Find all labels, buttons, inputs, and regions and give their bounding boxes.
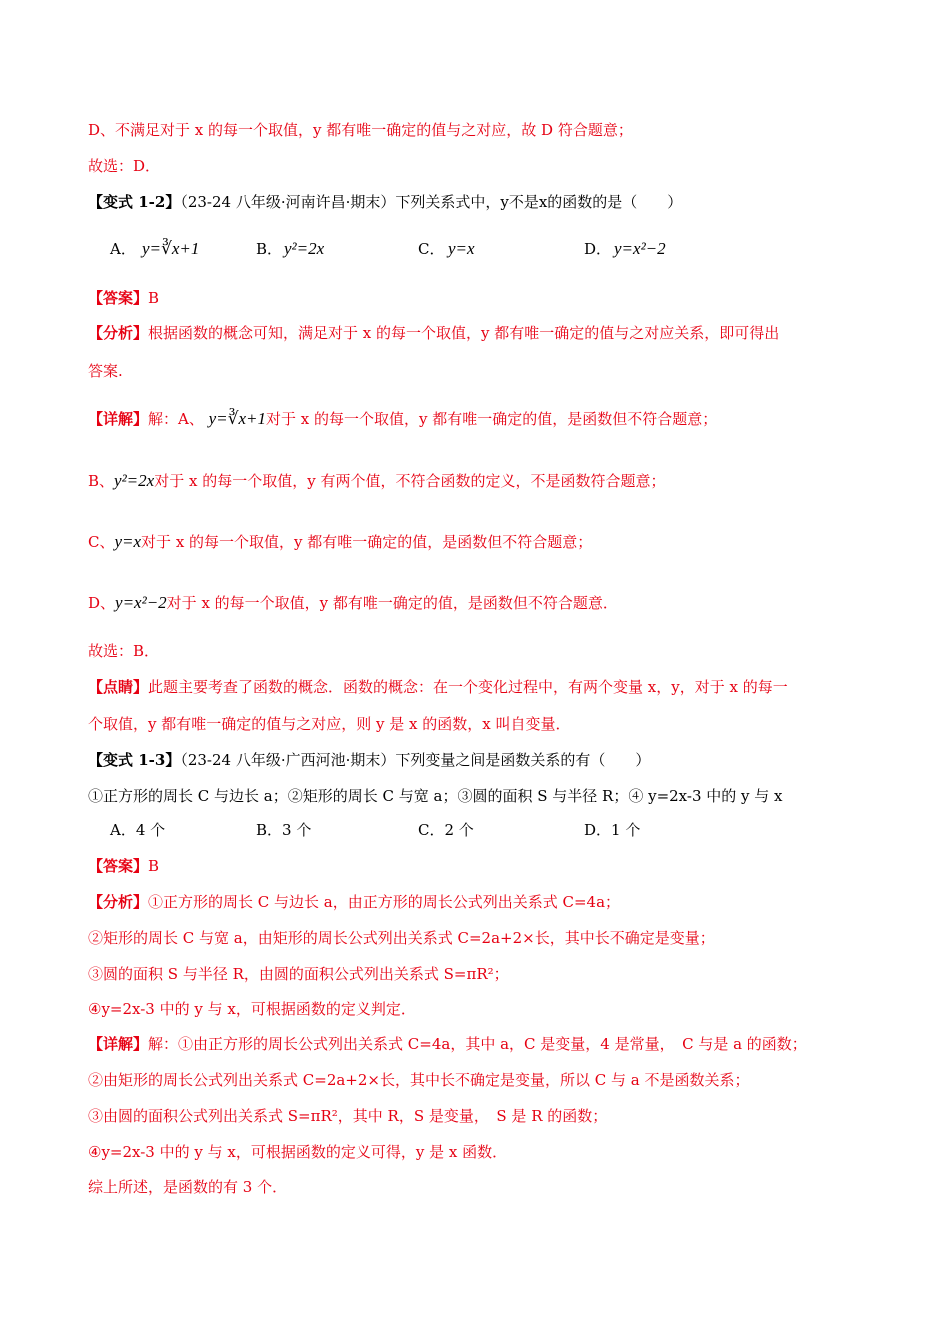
option-b-1-3: B．3 个 bbox=[256, 821, 312, 839]
detail-1-2-a bbox=[88, 409, 717, 429]
answer-tag: 【答案】 bbox=[88, 289, 149, 307]
comment-1-2-cont: 个取值，y 都有唯一确定的值与之对应，则 y 是 x 的函数，x 叫自变量． bbox=[88, 715, 571, 733]
question-1-2 bbox=[88, 192, 682, 212]
detail-1-3-item-2: ②由矩形的周长公式列出关系式 C=2a+2×长，其中长不确定是变量，所以 C 与 a 不是函数关系； bbox=[88, 1071, 750, 1089]
answer-value: B bbox=[148, 289, 160, 307]
detail-tag: 【详解】 bbox=[88, 410, 149, 428]
detail-1-2-c bbox=[88, 532, 592, 552]
option-c-formula: y=x bbox=[448, 239, 475, 258]
option-c-label: C． bbox=[418, 240, 445, 258]
formula-a: y=∛x+1 bbox=[208, 409, 267, 428]
answer-1-2 bbox=[88, 288, 159, 308]
answer-value-1-3: B bbox=[148, 857, 160, 875]
detail-1-3-item-4: ④y=2x-3 中的 y 与 x，可根据函数的定义可得，y 是 x 函数． bbox=[88, 1143, 508, 1161]
detail-1-2-b bbox=[88, 471, 665, 491]
question-tag: 【变式 1-2】 bbox=[88, 193, 181, 211]
detail-prefix-d: D、 bbox=[88, 594, 116, 612]
detail-tag-1-3: 【详解】 bbox=[88, 1035, 149, 1053]
analysis-1-2 bbox=[88, 323, 779, 343]
analysis-text-1-3: ①正方形的周长 C 与边长 a，由正方形的周长公式列出关系式 C=4a； bbox=[148, 893, 621, 911]
analysis-text: 根据函数的概念可知，满足对于 x 的每一个取值，y 都有唯一确定的值与之对应关系，即可得出 bbox=[148, 324, 780, 342]
summary-line: 综上所述，是函数的有 3 个． bbox=[88, 1178, 288, 1196]
comment-tag: 【点睛】 bbox=[88, 678, 149, 696]
answer-tag-1-3: 【答案】 bbox=[88, 857, 149, 875]
option-a-1-3: A．4 个 bbox=[110, 821, 166, 839]
comment-text: 此题主要考查了函数的概念．函数的概念：在一个变化过程中，有两个变量 x，y，对于 x 的每一 bbox=[148, 678, 788, 696]
formula-d: y=x²−2 bbox=[115, 593, 167, 612]
detail-1-2-d bbox=[88, 593, 618, 613]
options-1-3 bbox=[0, 818, 950, 844]
options-1-2 bbox=[0, 237, 950, 263]
question-1-3-items: ①正方形的周长 C 与边长 a；②矩形的周长 C 与宽 a；③圆的面积 S 与半径 R；④ y=2x-3 中的 y 与 x bbox=[88, 787, 783, 805]
detail-text-d: 对于 x 的每一个取值，y 都有唯一确定的值，是函数但不符合题意． bbox=[166, 594, 618, 612]
analysis-1-3 bbox=[88, 892, 620, 912]
answer-1-3 bbox=[88, 856, 159, 876]
analysis-1-3-item-4: ④y=2x-3 中的 y 与 x，可根据函数的定义判定． bbox=[88, 1000, 416, 1018]
detail-prefix-c: C、 bbox=[88, 533, 115, 551]
choose-line-b: 故选：B． bbox=[88, 642, 160, 660]
option-c-1-3: C．2 个 bbox=[418, 821, 474, 839]
question-text-1-3: （23-24 八年级·广西河池·期末）下列变量之间是函数关系的有（ ） bbox=[180, 751, 651, 769]
comment-1-2 bbox=[88, 677, 788, 697]
detail-1-3-item-3: ③由圆的面积公式列出关系式 S=πR²，其中 R，S 是变量， S 是 R 的函数； bbox=[88, 1107, 608, 1125]
analysis-tag: 【分析】 bbox=[88, 324, 149, 342]
question-tag-1-3: 【变式 1-3】 bbox=[88, 751, 181, 769]
option-b-label: B． bbox=[256, 240, 283, 258]
analysis-1-3-item-3: ③圆的面积 S 与半径 R，由圆的面积公式列出关系式 S=πR²； bbox=[88, 965, 509, 983]
detail-text-a: 对于 x 的每一个取值，y 都有唯一确定的值，是函数但不符合题意； bbox=[266, 410, 718, 428]
analysis-1-2-cont: 答案. bbox=[88, 362, 123, 380]
detail-text-1-3: 解：①由正方形的周长公式列出关系式 C=4a，其中 a，C 是变量，4 是常量， C 与是 a 的函数； bbox=[148, 1035, 807, 1053]
option-d-formula: y=x²−2 bbox=[614, 239, 666, 258]
formula-b: y²=2x bbox=[114, 471, 155, 490]
solution-line-d: D、不满足对于 x 的每一个取值，y 都有唯一确定的值与之对应，故 D 符合题意； bbox=[88, 121, 633, 139]
formula-c: y=x bbox=[114, 532, 142, 551]
option-d-1-3: D．1 个 bbox=[584, 821, 641, 839]
detail-prefix: 解：A、 bbox=[148, 410, 204, 428]
detail-prefix-b: B、 bbox=[88, 472, 115, 490]
option-d-label: D． bbox=[584, 240, 612, 258]
option-a-formula: y=∛x+1 bbox=[142, 239, 200, 258]
option-b-formula: y²=2x bbox=[284, 239, 325, 258]
detail-text-b: 对于 x 的每一个取值，y 有两个值，不符合函数的定义，不是函数符合题意； bbox=[154, 472, 666, 490]
analysis-tag-1-3: 【分析】 bbox=[88, 893, 149, 911]
question-1-3 bbox=[88, 750, 650, 770]
detail-text-c: 对于 x 的每一个取值，y 都有唯一确定的值，是函数但不符合题意； bbox=[141, 533, 593, 551]
choose-line: 故选：D． bbox=[88, 157, 161, 175]
analysis-1-3-item-2: ②矩形的周长 C 与宽 a，由矩形的周长公式列出关系式 C=2a+2×长，其中长不确定是变量； bbox=[88, 929, 715, 947]
detail-1-3 bbox=[88, 1034, 807, 1054]
option-a-label: A． bbox=[110, 240, 136, 258]
question-text: （23-24 八年级·河南许昌·期末）下列关系式中，y不是x的函数的是（ ） bbox=[180, 193, 683, 211]
